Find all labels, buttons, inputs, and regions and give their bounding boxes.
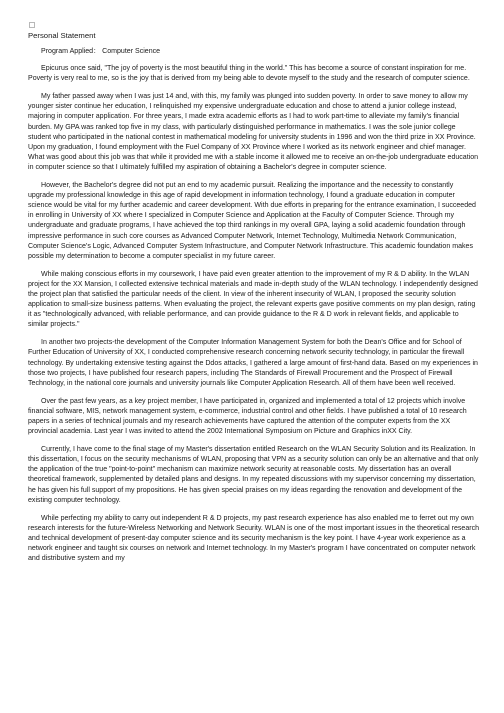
document-title: Personal Statement — [28, 31, 96, 40]
paragraph-network-security-projects: In another two projects-the development of the Computer Information Management System for both the Dean's Office and for School of Further Education of University of XX, I conducted comprehensive research concerning network security technology, in particular the firewall technology. By undertaking extensive testing against the Ddos attacks, I gathered a large amount of first-hand data. Based on my experiences in those two projects, I have published four research papers, including The Standards of Firewall Procurement and the Prospect of Firewall Technology, in the national core journals and university journals like Computer Application Research. All of them have been well received. — [28, 339, 478, 387]
paragraph-family-background: My father passed away when I was just 14 and, with this, my family was plunged into sudden poverty. In order to save money to allow my younger sister continue her education, I relinquished my expensive undergraduate education and chose to attend a junior college instead, majoring in computer application. For three years, I made extra academic efforts as I had to work part-time to alleviate my family's financial burden. My GPA was ranked top five in my class, with particularly distinguished performance in mathematics. I was the sole junior college student who participated in the national contest in mathematical modeling for university students in 1996 and won the third prize in XX Province. Upon my graduation, I found employment with the Fuel Company of XX Province where I worked as its network engineer and chief manager. What was good about this job was that while it provided me with a stable income it allowed me to receive an on-the-job undergraduate education in computer science so that I ultimately fulfilled my aspiration of obtaining a Bachelor's degree in computer science. — [28, 93, 479, 171]
paragraph-projects-publications: Over the past few years, as a key project member, I have participated in, organized and implemented a total of 12 projects which involve financial software, MIS, network management system, e-commerce, industrial control and other fields. I have published a total of 10 research papers in a series of technical journals and my research achievements have captured the attention of the computer experts from the XX provincial academia. Last year I was invited to attend the 2002 International Symposium on Picture and Graphics inXX City. — [28, 397, 467, 436]
paragraph-masters-dissertation: Currently, I have come to the final stage of my Master's dissertation entitled Research on the WLAN Security Solution and its Realization. In this dissertation, I focus on the security mechanisms of WLAN, proposing that VPN as a security solution can only be an alternative and that only the application of the true "point-to-point" mechanism can maximize network security at reasonable costs. My dissertation has an overall theoretical framework, supplemented by detailed plans and designs. In my repeated discussions with my supervisor concerning my dissertation, he has given his full support of my propositions. He has given special praises on my ideas regarding the renovation and development of the existing computer technology. — [28, 446, 479, 504]
personal-statement-document — [28, 22, 480, 572]
paragraph-research-interests: While perfecting my ability to carry out independent R & D projects, my past research experience has also enabled me to ferret out my own research interests for the future-Wireless Networking and Network Security. WLAN is one of the most important issues in the theoretical research and technical development of present-day computer science and its security mechanism is the key point. I have 4-year work experience as a network engineer and taught six courses on network and Internet technology. In my Master's program I have concentrated on computer network and distributive system and my — [28, 514, 480, 563]
paragraph-epicurus-quote: Epicurus once said, "The joy of poverty is the most beautiful thing in the world." This has become a source of constant inspiration for me. Poverty is very real to me, so is the joy that is derived from my being able to devote myself to the study and the research of computer science. — [28, 65, 470, 83]
paragraph-graduate-education: However, the Bachelor's degree did not put an end to my academic pursuit. Realizing the importance and the necessity to constantly upgrade my professional knowledge in this age of rapid development in information technology, I found a graduate education in computer science would be vital for my further academic and career development. With due efforts in preparing for the entrance examination, I succeeded in enrolling in University of XX where I specialized in Computer Science and Application at the Faculty of Computer Science. Through my undergraduate and graduate programs, I have achieved the top third rankings in my overall GPA, laying a solid academic foundation through impressive performance in such core courses as Advanced Computer Network, Internet Technology, Multimedia Network Communication, Computer Science's Logic, Advanced Computer System Infrastructure, and Computer Network Infrastructure. This academic foundation makes possible my determination to become a computer specialist in my future career. — [28, 182, 476, 260]
paragraph-wlan-project: While making conscious efforts in my coursework, I have paid even greater attention to the improvement of my R & D ability. In the WLAN project for the XX Mansion, I collected extensive technical materials and made in-depth study of the WLAN technology. I independently designed the project plan that satisfied the particular needs of the client. In view of the inherent insecurity of WLAN, I proposed the security solution application to small-size business patterns. When evaluating the project, the relevant experts gave positive comments on my plan design, rating it as "technologically advanced, with reliable performance, and can provide guidance to the R & D work in relevant fields, and applicable to similar projects." — [28, 270, 478, 329]
page-marker-icon — [29, 22, 35, 28]
program-applied: Program Applied： Computer Science — [41, 48, 161, 55]
